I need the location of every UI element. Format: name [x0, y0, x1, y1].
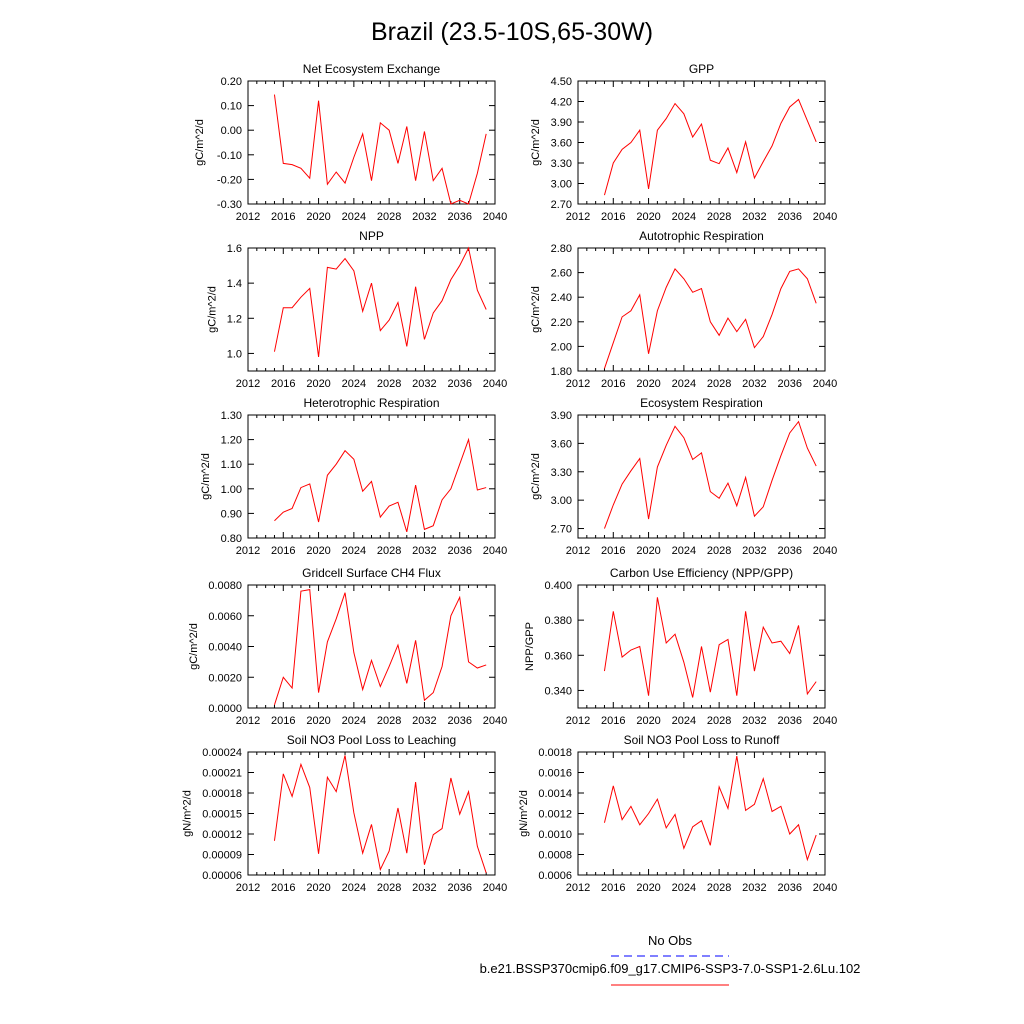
y-tick-label: 0.0060: [208, 610, 242, 623]
x-tick-label: 2032: [742, 378, 767, 390]
x-tick-label: 2016: [271, 882, 296, 894]
series-line: [604, 99, 816, 195]
y-tick-label: 0.0006: [538, 870, 572, 882]
x-tick-label: 2028: [706, 211, 732, 223]
x-tick-label: 2040: [812, 715, 838, 727]
y-tick-label: 0.80: [220, 533, 242, 545]
series-line: [604, 597, 816, 697]
figure-title: Brazil (23.5-10S,65-30W): [370, 18, 654, 46]
plot-frame: [248, 752, 495, 875]
x-tick-label: 2036: [447, 378, 472, 390]
y-tick-label: 0.00006: [202, 870, 242, 882]
x-tick-label: 2032: [412, 882, 437, 894]
legend-model-label: b.e21.BSSP370cmip6.f09_g17.CMIP6-SSP3-7.0-SSP1-2.6Lu.102: [479, 961, 861, 976]
y-tick-label: 0.0016: [538, 767, 572, 780]
x-tick-label: 2036: [447, 545, 472, 557]
plot-frame: [578, 415, 825, 538]
chart-panel: [518, 733, 837, 894]
x-tick-label: 2036: [777, 211, 802, 223]
y-tick-label: 0.00018: [202, 788, 242, 800]
x-tick-label: 2028: [376, 378, 402, 390]
y-tick-label: 0.0018: [538, 747, 572, 759]
panel-title: Soil NO3 Pool Loss to Runoff: [623, 733, 780, 747]
y-tick-label: 0.00024: [202, 747, 242, 759]
y-tick-label: 0.0008: [538, 849, 572, 862]
y-tick-label: 3.00: [550, 495, 572, 508]
x-tick-label: 2040: [482, 211, 508, 223]
y-tick-label: 0.400: [544, 580, 572, 592]
x-tick-label: 2024: [341, 378, 367, 390]
series-line: [274, 248, 486, 357]
chart-panel: [524, 566, 837, 727]
series-line: [274, 95, 486, 204]
x-tick-label: 2028: [706, 545, 732, 557]
x-tick-label: 2016: [601, 211, 626, 223]
x-tick-label: 2012: [565, 211, 591, 223]
legend: [480, 933, 861, 985]
panel-title: Net Ecosystem Exchange: [302, 62, 441, 76]
series-line: [274, 755, 486, 873]
series-line: [274, 590, 486, 705]
x-tick-label: 2036: [447, 715, 472, 727]
y-tick-label: 0.0010: [538, 829, 572, 841]
x-tick-label: 2012: [235, 211, 261, 223]
x-tick-label: 2036: [777, 378, 802, 390]
x-tick-label: 2040: [812, 545, 838, 557]
y-tick-label: 3.90: [550, 410, 572, 422]
y-tick-label: 2.40: [550, 292, 572, 305]
legend-obs-label: No Obs: [647, 933, 693, 948]
x-tick-label: 2012: [235, 378, 261, 390]
y-tick-label: 0.380: [544, 615, 572, 628]
x-tick-label: 2040: [482, 545, 508, 557]
y-tick-label: 0.00012: [202, 829, 242, 841]
x-tick-label: 2040: [482, 882, 508, 894]
y-tick-label: -0.30: [216, 199, 242, 211]
x-tick-label: 2040: [482, 378, 508, 390]
x-tick-label: 2028: [376, 715, 402, 727]
x-tick-label: 2028: [706, 715, 732, 727]
x-tick-label: 2020: [636, 882, 661, 894]
x-tick-label: 2016: [601, 378, 626, 390]
plot-frame: [248, 248, 495, 371]
x-tick-label: 2016: [271, 715, 296, 727]
x-tick-label: 2020: [636, 545, 661, 557]
x-tick-label: 2024: [671, 378, 697, 390]
x-tick-label: 2012: [565, 882, 591, 894]
y-tick-label: 2.80: [550, 243, 572, 255]
y-tick-label: 0.360: [544, 650, 572, 663]
y-axis-label: gC/m^2/d: [200, 453, 213, 500]
x-tick-label: 2028: [376, 211, 402, 223]
plot-frame: [578, 752, 825, 875]
x-tick-label: 2012: [235, 545, 261, 557]
panel-title: Carbon Use Efficiency (NPP/GPP): [609, 566, 794, 580]
y-tick-label: 4.20: [550, 96, 572, 109]
y-tick-label: 0.00: [220, 125, 242, 138]
x-tick-label: 2024: [341, 882, 367, 894]
panel-grid: [182, 62, 838, 894]
x-tick-label: 2032: [412, 211, 437, 223]
y-tick-label: 1.6: [226, 243, 242, 255]
plot-frame: [248, 81, 495, 204]
y-axis-label: gN/m^2/d: [181, 790, 194, 837]
x-tick-label: 2020: [306, 715, 331, 727]
y-tick-label: 0.0000: [208, 703, 242, 715]
y-axis-label: gC/m^2/d: [530, 453, 543, 500]
chart-panel: [182, 733, 508, 894]
x-tick-label: 2020: [636, 715, 661, 727]
chart-panel: [188, 566, 507, 727]
x-tick-label: 2016: [601, 715, 626, 727]
panel-title: Ecosystem Respiration: [640, 396, 763, 410]
x-tick-label: 2016: [601, 882, 626, 894]
x-tick-label: 2024: [671, 211, 697, 223]
y-tick-label: 3.90: [550, 117, 572, 129]
y-tick-label: 1.00: [220, 483, 242, 496]
series-line: [604, 756, 816, 860]
y-axis-label: gC/m^2/d: [187, 623, 200, 670]
panel-title: GPP: [688, 62, 715, 76]
plot-frame: [248, 415, 495, 538]
y-tick-label: 2.60: [550, 267, 572, 280]
chart-panel: [530, 62, 837, 223]
y-tick-label: 2.70: [550, 523, 572, 536]
plot-frame: [578, 248, 825, 371]
y-tick-label: 3.30: [550, 466, 572, 479]
x-tick-label: 2032: [412, 715, 437, 727]
y-axis-label: gC/m^2/d: [194, 119, 206, 166]
y-axis-label: gC/m^2/d: [530, 119, 543, 166]
y-tick-label: 1.10: [220, 459, 242, 472]
x-tick-label: 2032: [742, 545, 767, 557]
x-tick-label: 2012: [565, 715, 591, 727]
y-tick-label: 0.0040: [208, 641, 242, 654]
y-tick-label: 1.2: [226, 313, 242, 326]
y-axis-label: gN/m^2/d: [517, 790, 530, 837]
y-tick-label: 2.00: [550, 341, 572, 354]
panel-title: NPP: [359, 229, 384, 243]
y-tick-label: 1.4: [226, 278, 242, 291]
y-tick-label: 1.20: [220, 434, 242, 447]
x-tick-label: 2028: [376, 882, 402, 894]
x-tick-label: 2036: [447, 211, 472, 223]
y-tick-label: 0.00015: [202, 808, 242, 821]
x-tick-label: 2012: [235, 715, 261, 727]
y-tick-label: 0.10: [220, 100, 242, 113]
y-tick-label: 4.50: [550, 76, 572, 88]
x-tick-label: 2020: [306, 211, 331, 223]
y-axis-label: gC/m^2/d: [206, 286, 219, 333]
y-tick-label: 1.0: [226, 348, 242, 361]
x-tick-label: 2024: [341, 545, 367, 557]
x-tick-label: 2036: [777, 715, 802, 727]
x-tick-label: 2020: [636, 211, 661, 223]
y-tick-label: 0.0012: [538, 808, 572, 821]
y-tick-label: 3.00: [550, 178, 572, 191]
x-tick-label: 2032: [742, 715, 767, 727]
x-tick-label: 2024: [341, 211, 367, 223]
panel-title: Gridcell Surface CH4 Flux: [302, 566, 441, 580]
y-tick-label: 0.0080: [208, 580, 242, 592]
y-tick-label: 2.20: [550, 316, 572, 329]
x-tick-label: 2012: [565, 378, 591, 390]
x-tick-label: 2020: [636, 378, 661, 390]
x-tick-label: 2040: [482, 715, 508, 727]
x-tick-label: 2028: [376, 545, 402, 557]
x-tick-label: 2028: [706, 378, 732, 390]
y-axis-label: gC/m^2/d: [530, 286, 543, 333]
y-tick-label: 1.80: [550, 366, 572, 378]
y-tick-label: 0.90: [220, 508, 242, 521]
chart-panel: [530, 229, 837, 390]
x-tick-label: 2024: [671, 715, 697, 727]
x-tick-label: 2016: [271, 378, 296, 390]
y-tick-label: 3.60: [550, 438, 572, 451]
x-tick-label: 2012: [235, 882, 261, 894]
plot-frame: [578, 81, 825, 204]
x-tick-label: 2032: [742, 211, 767, 223]
x-tick-label: 2040: [812, 378, 838, 390]
y-tick-label: 3.60: [550, 137, 572, 150]
y-tick-label: 0.340: [544, 685, 572, 698]
x-tick-label: 2016: [601, 545, 626, 557]
panel-title: Soil NO3 Pool Loss to Leaching: [286, 733, 457, 747]
panel-title: Heterotrophic Respiration: [303, 396, 440, 410]
chart-panel: [206, 229, 507, 390]
chart-panel: [530, 396, 837, 557]
y-tick-label: 0.00009: [202, 849, 242, 862]
x-tick-label: 2016: [271, 545, 296, 557]
x-tick-label: 2020: [306, 545, 331, 557]
x-tick-label: 2032: [412, 378, 437, 390]
x-tick-label: 2024: [341, 715, 367, 727]
chart-panel: [200, 396, 507, 557]
y-tick-label: 0.0020: [208, 672, 242, 685]
y-tick-label: -0.20: [216, 174, 242, 187]
series-line: [604, 269, 816, 369]
x-tick-label: 2032: [412, 545, 437, 557]
panel-title: Autotrophic Respiration: [639, 229, 764, 243]
x-tick-label: 2040: [812, 211, 838, 223]
y-tick-label: 0.00021: [202, 767, 242, 780]
x-tick-label: 2016: [271, 211, 296, 223]
x-tick-label: 2036: [447, 882, 472, 894]
x-tick-label: 2020: [306, 378, 331, 390]
x-tick-label: 2032: [742, 882, 767, 894]
x-tick-label: 2028: [706, 882, 732, 894]
x-tick-label: 2020: [306, 882, 331, 894]
x-tick-label: 2012: [565, 545, 591, 557]
chart-panel: [194, 62, 507, 223]
x-tick-label: 2040: [812, 882, 838, 894]
x-tick-label: 2036: [777, 882, 802, 894]
series-line: [274, 440, 486, 532]
series-line: [604, 422, 816, 529]
y-tick-label: 2.70: [550, 199, 572, 211]
x-tick-label: 2036: [777, 545, 802, 557]
y-tick-label: 1.30: [220, 410, 242, 422]
plot-frame: [248, 585, 495, 708]
x-tick-label: 2024: [671, 545, 697, 557]
y-tick-label: 0.20: [220, 76, 242, 88]
y-axis-label: NPP/GPP: [524, 622, 536, 671]
y-tick-label: -0.10: [216, 149, 242, 162]
y-tick-label: 3.30: [550, 158, 572, 170]
y-tick-label: 0.0014: [538, 788, 572, 800]
x-tick-label: 2024: [671, 882, 697, 894]
